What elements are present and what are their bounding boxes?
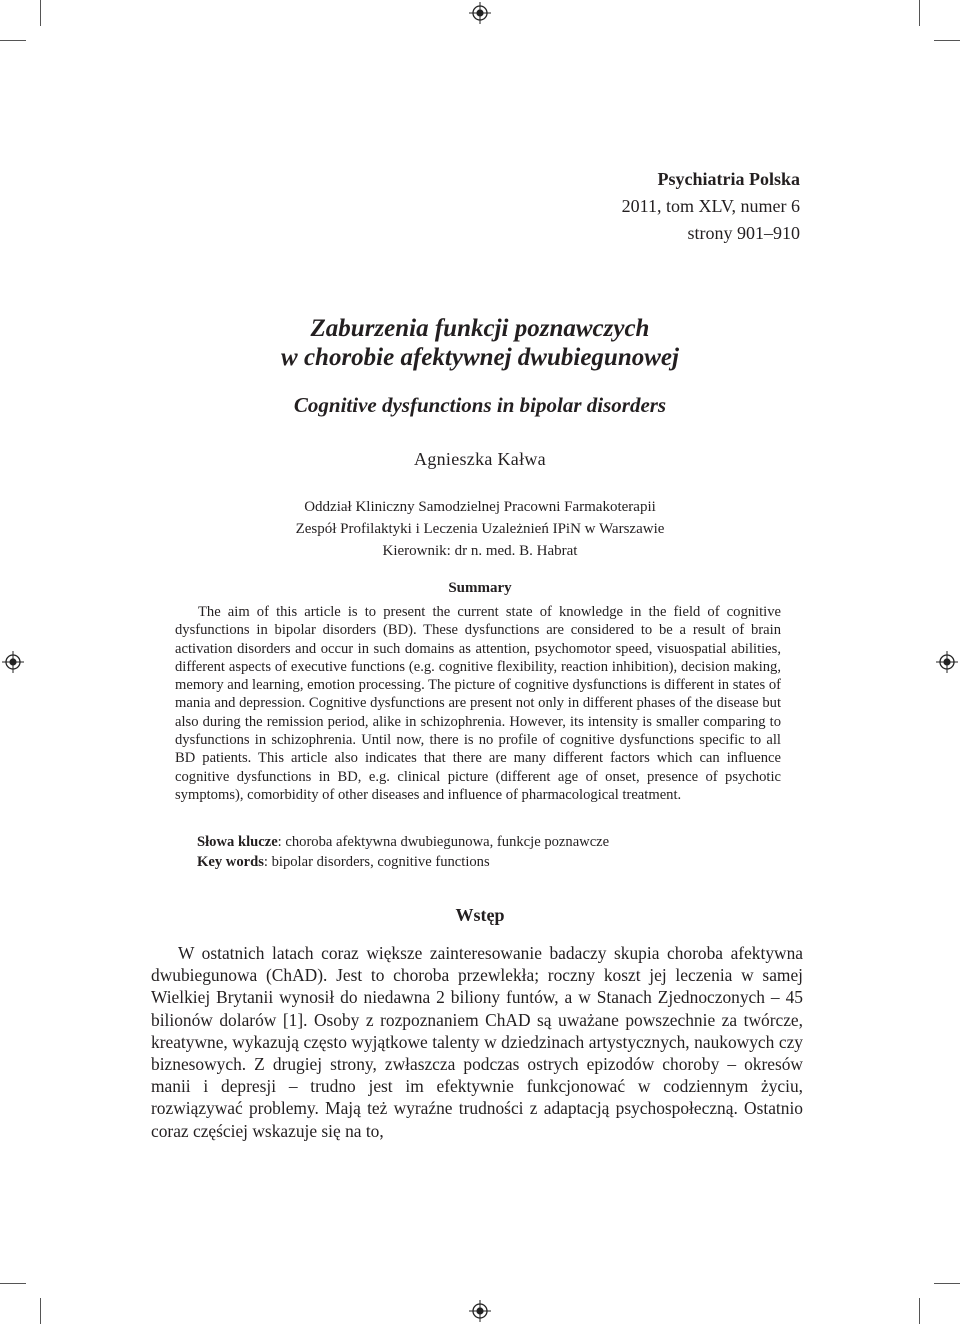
summary-text: The aim of this article is to present the current state of knowledge in the field of cognitive dysfunctions in bipolar disorders (BD). These dysfunctions are considered to be a result of brain activation disorders and occur in such domains as attention, psychomotor speed, visuospatial abilities, different aspects of executive functions (e.g. cognitive flexibility, reaction inhibition), decision making, memory and learning, emotion processing. The picture of cognitive dysfunctions is different in states of mania and depression. Cognitive dysfunctions are present not only in different phases of the disease but also during the remission period, alike in schizophrenia. However, its intensity is smaller comparing to dysfunctions in schizophrenia. Until now, there is no profile of cognitive dysfunctions specific to all BD patients. This article also indicates that there are many different factors which can influence cognitive dysfunctions in BD, e.g. clinical picture (different age of onset, presence of psychotic symptoms), comorbidity of other diseases and influence of pharmacological treatment. <box>175 604 781 803</box>
affiliation-line1: Oddział Kliniczny Samodzielnej Pracowni Farmakoterapii <box>304 499 656 515</box>
registration-mark-top-icon <box>469 2 491 24</box>
journal-pages: strony 901–910 <box>687 223 800 243</box>
keywords-english-label: Key words <box>197 854 264 870</box>
affiliation <box>0 496 960 562</box>
crop-mark-top-right-h <box>934 40 960 41</box>
crop-mark-top-left-h <box>0 40 26 41</box>
crop-mark-bottom-right-h <box>934 1283 960 1284</box>
article-title-polish-line2: w chorobie afektywnej dwubiegunowej <box>281 344 679 371</box>
crop-mark-bottom-right-v <box>919 1298 920 1324</box>
affiliation-line3: Kierownik: dr n. med. B. Habrat <box>382 543 578 559</box>
keywords-english <box>197 854 490 871</box>
keywords-polish-value: : choroba afektywna dwubiegunowa, funkcje poznawcze <box>277 834 610 850</box>
registration-mark-right-icon <box>936 651 958 673</box>
keywords-polish <box>197 834 609 851</box>
registration-mark-left-icon <box>2 651 24 673</box>
summary-heading: Summary <box>448 580 512 596</box>
keywords-english-value: : bipolar disorders, cognitive functions <box>263 854 490 870</box>
section-body-text: W ostatnich latach coraz większe zainteresowanie badaczy skupia choroba afektywna dwubiegunowa (ChAD). Jest to choroba przewlekła; roczny koszt jej leczenia w samej Wielkiej Brytanii wynosił do niedawna 2 biliony funtów, a w Stanach Zjednoczonych – 45 bilionów dolarów [1]. Osoby z rozpoznaniem ChAD są uważane powszechnie za twórcze, kreatywne, wykazują często wyjątkowe talenty w dziedzinach artystycznych, naukowych czy biznesowych. Z drugiej strony, zwłaszcza podczas ostrych epizodów choroby – okresów manii i depresji – trudno jest im efektywnie funkcjonować w codziennym życiu, rozwiązywać problemy. Mają też wyraźne trudności z adaptacją psychospołeczną. Ostatnio coraz częściej wskazuje się na to, <box>151 943 803 1141</box>
section-heading: Wstęp <box>455 905 505 925</box>
crop-mark-top-right-v <box>919 0 920 26</box>
author-name: Agnieszka Kałwa <box>414 449 546 469</box>
crop-mark-bottom-left-h <box>0 1283 26 1284</box>
journal-name: Psychiatria Polska <box>657 169 800 189</box>
keywords-polish-label: Słowa klucze <box>197 834 278 850</box>
crop-mark-top-left-v <box>40 0 41 26</box>
article-title-english: Cognitive dysfunctions in bipolar disorders <box>293 393 667 417</box>
affiliation-line2: Zespół Profilaktyki i Leczenia Uzależnień IPiN w Warszawie <box>295 521 665 537</box>
crop-mark-bottom-left-v <box>40 1298 41 1324</box>
article-title-polish-line1: Zaburzenia funkcji poznawczych <box>310 315 650 342</box>
journal-issue: 2011, tom XLV, numer 6 <box>621 196 800 216</box>
registration-mark-bottom-icon <box>469 1300 491 1322</box>
journal-header <box>622 166 800 247</box>
article-title-polish <box>0 314 960 372</box>
